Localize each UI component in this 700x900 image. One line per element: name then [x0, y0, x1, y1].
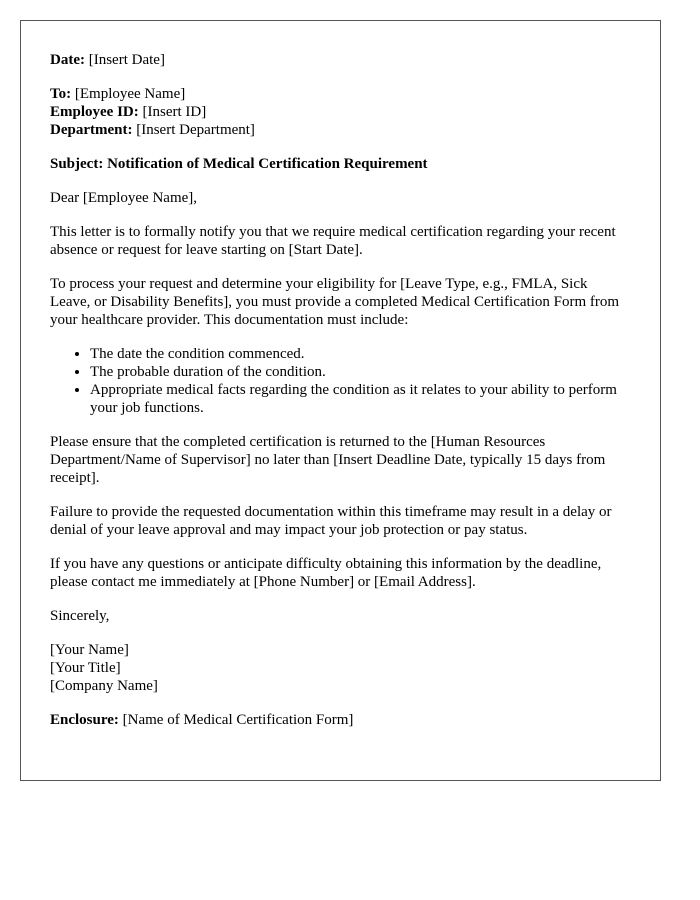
department-value: [Insert Department]: [136, 122, 255, 138]
signature-title: [Your Title]: [50, 660, 121, 676]
closing: Sincerely,: [50, 608, 110, 624]
list-item: • The probable duration of the condition.: [90, 363, 631, 381]
body-paragraph-4: Failure to provide the requested documentation within this timeframe may result in a delay or denial of your leave approval and may impact your job protection or pay status.: [50, 504, 612, 538]
enclosure-line: [50, 711, 631, 729]
employee-id-value: [Insert ID]: [142, 104, 207, 120]
body-paragraph-5: If you have any questions or anticipate difficulty obtaining this information by the deadline, please contact me immediately at [Phone Number] or [Email Address].: [50, 556, 602, 590]
date-value: [Insert Date]: [88, 52, 165, 68]
signature-company: [Company Name]: [50, 678, 158, 694]
requirements-list: [50, 345, 631, 417]
list-item: • The date the condition commenced.: [90, 345, 631, 363]
date-label: Date:: [50, 52, 85, 68]
subject-line: Subject: Notification of Medical Certification Requirement: [50, 156, 428, 172]
employee-id-label: Employee ID:: [50, 104, 139, 120]
enclosure-label: Enclosure:: [50, 712, 119, 728]
date-line: [50, 51, 631, 69]
to-value: [Employee Name]: [74, 86, 186, 102]
department-label: Department:: [50, 122, 133, 138]
signature-block: [50, 641, 631, 695]
to-label: To:: [50, 86, 72, 102]
body-paragraph-1: This letter is to formally notify you that we require medical certification regarding your recent absence or request for leave starting on [Start Date].: [50, 224, 616, 258]
body-paragraph-3: Please ensure that the completed certification is returned to the [Human Resources Department/Name of Supervisor] no later than [Insert Deadline Date, typically 15 days from receipt].: [50, 434, 606, 486]
letter-document: [20, 20, 661, 781]
body-paragraph-2: To process your request and determine your eligibility for [Leave Type, e.g., FMLA, Sick Leave, or Disability Benefits], you must provide a completed Medical Certification Form from your healthcare provider. This documentation must include:: [50, 276, 620, 328]
list-item: • Appropriate medical facts regarding the condition as it relates to your ability to perform your job functions.: [90, 381, 631, 417]
enclosure-value: [Name of Medical Certification Form]: [122, 712, 354, 728]
recipient-block: [50, 85, 631, 139]
salutation: Dear [Employee Name],: [50, 190, 198, 206]
signature-name: [Your Name]: [50, 642, 129, 658]
